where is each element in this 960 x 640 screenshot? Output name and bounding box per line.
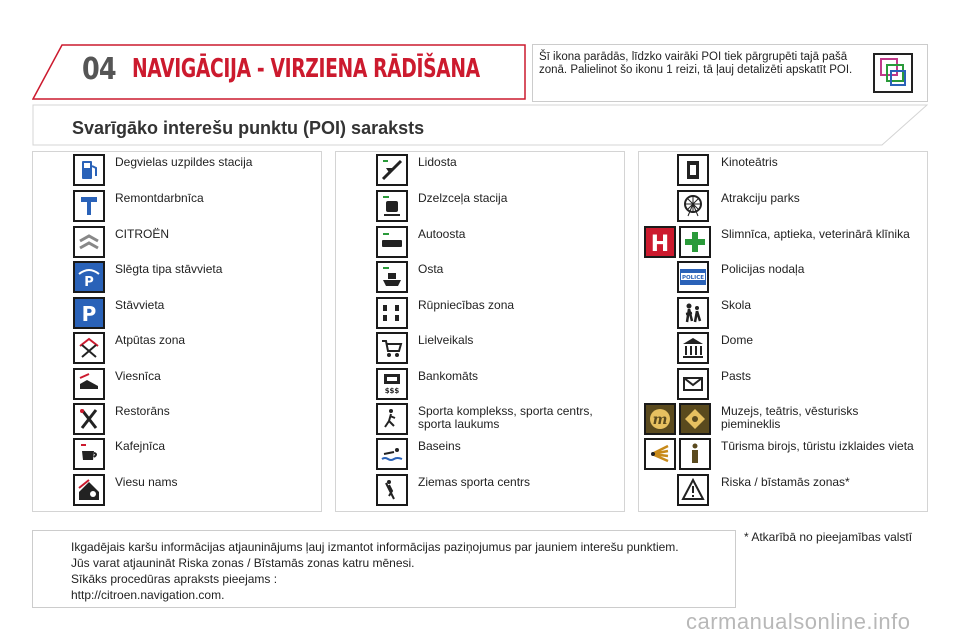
- poi-item: [33, 403, 321, 437]
- police-icon: [677, 261, 709, 293]
- poi-label: Dome: [721, 333, 754, 347]
- note-line: Jūs varat atjaunināt Riska zonas / Bīstamās zonas katru mēnesi.: [71, 556, 415, 570]
- poi-item: [336, 154, 624, 188]
- poi-label: Lidosta: [418, 155, 457, 169]
- poi-item: [33, 297, 321, 331]
- poi-item: [639, 154, 927, 188]
- poi-label: Skola: [721, 298, 752, 312]
- cinema-film-icon: [677, 154, 709, 186]
- school-children-icon: [677, 297, 709, 329]
- poi-item: [336, 226, 624, 260]
- poi-item: [336, 368, 624, 402]
- poi-label: Tūrisma birojs, tūristu izklaides vieta: [721, 439, 914, 453]
- airplane-icon: [376, 154, 408, 186]
- poi-label: Kafejnīca: [115, 439, 166, 453]
- poi-label: Sporta komplekss, sporta centrs, sporta laukums: [418, 404, 593, 431]
- poi-item: [639, 403, 927, 437]
- poi-label: Pasts: [721, 369, 752, 383]
- poi-label: Viesnīca: [115, 369, 161, 383]
- svg-text:H: H: [650, 232, 670, 254]
- poi-item: [336, 190, 624, 224]
- swimmer-icon: [376, 438, 408, 470]
- covered-parking-icon: [73, 261, 105, 293]
- navigation-url: http://citroen.navigation.com.: [71, 588, 225, 602]
- poi-label: Remontdarbnīca: [115, 191, 204, 205]
- poi-label: CITROËN: [115, 227, 169, 241]
- rest-area-icon: [73, 332, 105, 364]
- factory-icon: [376, 297, 408, 329]
- poi-item: [639, 368, 927, 402]
- watermark-text: carmanualsonline.info: [686, 609, 911, 634]
- grouped-poi-icon: [873, 53, 913, 93]
- poi-label: Stāvvieta: [115, 298, 165, 312]
- poi-label: Atrakciju parks: [721, 191, 800, 205]
- poi-item: [33, 261, 321, 295]
- danger-triangle-icon: [677, 474, 709, 506]
- poi-item: [33, 438, 321, 472]
- poi-label: Muzejs, teātris, vēsturisks piemineklis: [721, 404, 859, 431]
- repair-wrench-icon: [73, 190, 105, 222]
- tourism-fan-icon: [644, 438, 676, 470]
- update-notes-box: [32, 530, 736, 608]
- poi-item: [33, 368, 321, 402]
- poi-item: [336, 332, 624, 366]
- ferris-wheel-icon: [677, 190, 709, 222]
- svg-text:P: P: [81, 302, 97, 325]
- poi-item: [639, 297, 927, 331]
- grouped-poi-info-text: Šī ikona parādās, līdzko vairāki POI tiek pārgrupēti tajā pašā zonā. Palielinot šo ikonu 1 reizi, tā ļauj detalizēti apskatīt POI.: [539, 51, 853, 76]
- note-line: Sīkāks procedūras apraksts pieejams :: [71, 572, 278, 586]
- poi-item: [336, 261, 624, 295]
- note-line: Ikgadējais karšu informācijas atjauninājums ļauj izmantot informācijas paziņojumus par jauniem interešu punktiem.: [71, 540, 679, 554]
- poi-item: [33, 154, 321, 188]
- poi-item: [336, 403, 624, 437]
- fork-knife-icon: [73, 403, 105, 435]
- post-envelope-icon: [677, 368, 709, 400]
- poi-item: [639, 261, 927, 295]
- poi-label: Kinoteātris: [721, 155, 778, 169]
- poi-label: Osta: [418, 262, 444, 276]
- chapter-number: 04: [82, 52, 116, 87]
- poi-label: Bankomāts: [418, 369, 479, 383]
- citroen-chevrons-icon: [73, 226, 105, 258]
- section-title: Svarīgāko interešu punktu (POI) saraksts: [72, 118, 425, 138]
- poi-label: Atpūtas zona: [115, 333, 186, 347]
- information-i-icon: [679, 438, 711, 470]
- poi-item: [639, 332, 927, 366]
- poi-label: Viesu nams: [115, 475, 178, 489]
- poi-label: Lielveikals: [418, 333, 474, 347]
- poi-item: [639, 190, 927, 224]
- skier-icon: [376, 474, 408, 506]
- svg-text:m: m: [652, 412, 668, 428]
- poi-label: Degvielas uzpildes stacija: [115, 155, 253, 169]
- poi-item: [33, 226, 321, 260]
- bus-icon: [376, 226, 408, 258]
- poi-label: Slēgta tipa stāvvieta: [115, 262, 223, 276]
- poi-item: [33, 474, 321, 508]
- svg-text:$$$: $$$: [384, 387, 400, 395]
- poi-label: Rūpniecības zona: [418, 298, 515, 312]
- town-hall-icon: [677, 332, 709, 364]
- chapter-title: NAVIGĀCIJA - VIRZIENA RĀDĪŠANA: [132, 54, 480, 84]
- poi-column-1: [32, 151, 322, 512]
- poi-item: [639, 438, 927, 472]
- guest-house-icon: [73, 474, 105, 506]
- poi-label: Slimnīca, aptieka, veterinārā klīnika: [721, 227, 910, 241]
- pharmacy-cross-icon: [679, 226, 711, 258]
- svg-text:P: P: [84, 275, 94, 289]
- availability-footnote: * Atkarībā no pieejamības valstī: [744, 530, 913, 544]
- train-icon: [376, 190, 408, 222]
- museum-m-icon: [644, 403, 676, 435]
- poi-label: Policijas nodaļa: [721, 262, 805, 276]
- poi-item: [639, 474, 927, 508]
- poi-item: [639, 226, 927, 260]
- poi-item: [33, 332, 321, 366]
- parking-icon: [73, 297, 105, 329]
- ship-icon: [376, 261, 408, 293]
- poi-item: [33, 190, 321, 224]
- atm-icon: [376, 368, 408, 400]
- poi-label: Baseins: [418, 439, 461, 453]
- poi-item: [336, 297, 624, 331]
- svg-text:POLICE: POLICE: [681, 275, 705, 281]
- poi-item: [336, 474, 624, 508]
- monument-diamond-icon: [679, 403, 711, 435]
- section-title-band: [32, 104, 928, 146]
- poi-item: [336, 438, 624, 472]
- poi-label: Restorāns: [115, 404, 170, 418]
- shopping-cart-icon: [376, 332, 408, 364]
- poi-label: Riska / bīstamās zonas*: [721, 475, 850, 489]
- poi-label: Autoosta: [418, 227, 466, 241]
- coffee-cup-icon: [73, 438, 105, 470]
- grouped-poi-info-box: [532, 44, 928, 102]
- chapter-header: [32, 44, 526, 100]
- hospital-h-icon: [644, 226, 676, 258]
- poi-label: Ziemas sporta centrs: [418, 475, 531, 489]
- poi-label: Dzelzceļa stacija: [418, 191, 508, 205]
- hotel-bed-icon: [73, 368, 105, 400]
- sport-runner-icon: [376, 403, 408, 435]
- poi-column-3: [638, 151, 928, 512]
- fuel-pump-icon: [73, 154, 105, 186]
- poi-column-2: [335, 151, 625, 512]
